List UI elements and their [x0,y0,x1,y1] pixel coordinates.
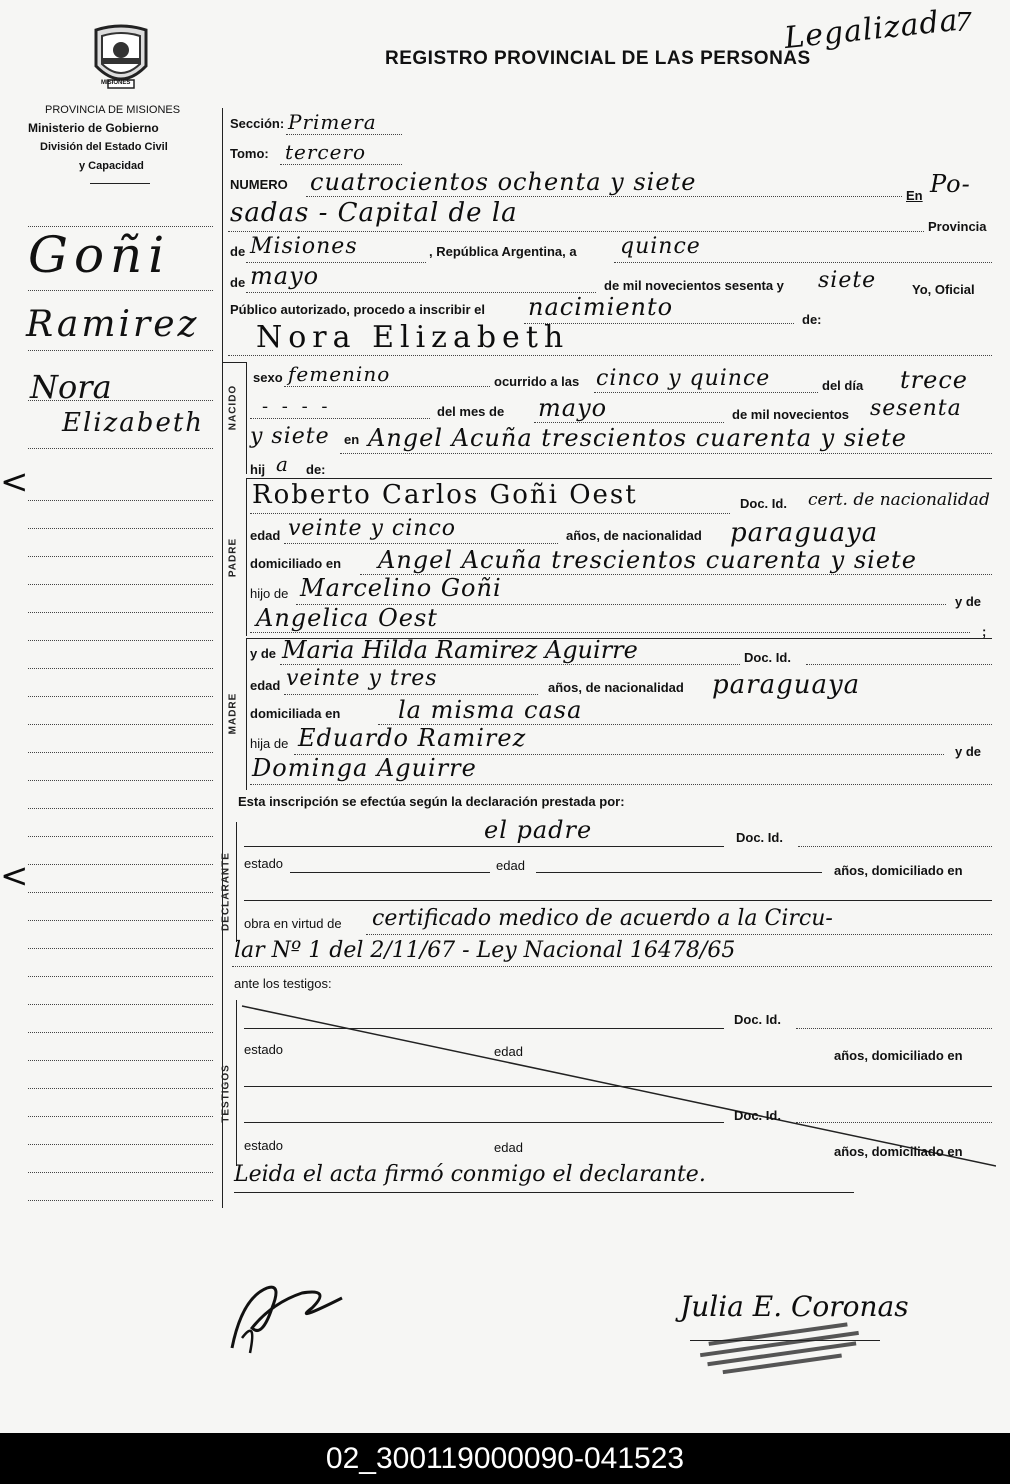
anio-label: de mil novecientos [732,407,850,422]
declarante-section-label: DECLARANTE [220,852,232,931]
declarante-doc-label: Doc. Id. [736,830,783,845]
tomo-line [280,164,402,165]
province-name: PROVINCIA DE MISIONES [45,104,181,116]
nombre-line [228,355,992,356]
madre-madre-value: Dominga Aguirre [252,754,477,782]
margin-line [28,668,213,669]
sexo-line [284,386,490,387]
month-value: mayo [250,262,320,290]
nacido-bracket [246,362,247,474]
seccion-value: Primera [288,110,377,134]
form-frame-left [222,108,223,1208]
testigo2-doc-label: Doc. Id. [734,1108,781,1123]
madre-doc-line [806,664,992,665]
margin-line [28,752,213,753]
margin-mark: < [0,462,30,502]
testigos-intro: ante los testigos: [234,976,332,991]
padre-nombre: Roberto Carlos Goñi Oest [252,480,638,510]
year-value: siete [818,268,877,293]
del-mes-label: del mes de [437,404,505,419]
padre-nac-label: años, de nacionalidad [566,528,702,543]
margin-line [28,976,213,977]
provincia-label: Provincia [928,219,987,234]
year-label: de mil novecientos sesenta y [604,278,784,293]
nacido-section-label: NACIDO [227,384,239,431]
madre-doc-label: Doc. Id. [744,650,791,665]
declarante-anios-label: años, domiciliado en [834,863,963,878]
margin-line [28,448,213,449]
madre-nac-value: paraguaya [712,670,861,700]
margin-line [28,584,213,585]
madre-padre-value: Eduardo Ramirez [298,724,527,752]
padre-nombre-line [250,513,730,514]
obra-line-b [232,966,992,967]
margin-line [28,556,213,557]
padre-y-de-label: y de [955,594,982,609]
ciudad-line [228,231,924,232]
de3-label: de: [802,312,822,327]
madre-domicilio-value: la misma casa [398,696,583,724]
madre-nombre-line [280,664,740,665]
obra-value-b: lar Nº 1 del 2/11/67 - Ley Nacional 16478/65 [234,938,736,963]
testigo2-doc-line [796,1122,992,1123]
page-title: REGISTRO PROVINCIAL DE LAS PERSONAS [385,48,811,69]
seccion-line [286,134,402,135]
madre-domicilio-label: domiciliada en [250,706,341,721]
dashes-line [250,418,430,419]
padre-domicilio-label: domiciliado en [250,556,342,571]
day-line [614,262,992,263]
margin-given-1: Nora [30,368,112,406]
testigo1-edad-label: edad [494,1044,523,1059]
hora-line [594,392,818,393]
oficial-label: Yo, Oficial [912,282,975,297]
margin-line [28,1060,213,1061]
declarante-estado-label: estado [244,856,284,871]
anio-value-b: y siete [250,424,330,449]
testigo2-line [244,1122,724,1123]
padre-hijo-label: hijo de [250,586,289,601]
dashes: - - - - [262,396,332,417]
right-signature: Julia E. Coronas [680,1290,909,1323]
testigo1-doc-line [796,1028,992,1029]
margin-surname-2: Ramirez [26,304,200,345]
margin-surname-1: Goñi [28,226,171,284]
margin-line [28,696,213,697]
padre-doc-value: cert. de nacionalidad [808,490,990,510]
margin-line [28,1144,213,1145]
madre-edad-value: veinte y tres [286,666,438,691]
en-lugar-label: en [344,432,360,447]
margin-line [28,528,213,529]
margin-line [28,1116,213,1117]
seccion-label: Sección: [230,116,285,131]
closing-line [234,1192,854,1193]
declarante-estado-line [290,872,490,873]
margin-line [28,1004,213,1005]
testigo1-doc-label: Doc. Id. [734,1012,781,1027]
margin-line [28,1200,213,1201]
margin-line [28,1032,213,1033]
capacity-name: y Capacidad [79,160,144,172]
acto-value: nacimiento [528,293,674,321]
obra-value-a: certificado medico de acuerdo a la Circu- [372,906,833,931]
provincia-value: Misiones [250,234,358,259]
obra-label: obra en virtud de [244,916,342,931]
padre-doc-label: Doc. Id. [740,496,787,511]
numero-label: NUMERO [230,177,288,192]
testigo2-anios-label: años, domiciliado en [834,1144,963,1159]
margin-line [28,612,213,613]
madre-y-de-label2: y de [955,744,982,759]
padre-madre-line [250,632,970,633]
hora-value: cinco y quince [596,366,771,391]
margin-line [28,920,213,921]
padre-edad-label: edad [250,528,281,543]
official-stamp [680,1318,880,1378]
tomo-label: Tomo: [230,146,269,161]
de-label: de [230,244,246,259]
margin-line [28,724,213,725]
en-value-a: Po- [930,170,971,198]
declarante-domicilio-line [244,900,992,901]
seal-text: MISIONES [101,80,131,86]
obra-line-a [366,934,992,935]
margin-line [28,290,213,291]
margin-line [28,808,213,809]
padre-bracket [246,478,247,636]
left-signature [212,1268,362,1358]
madre-bracket [246,638,247,790]
declarante-edad-label: edad [496,858,525,873]
sexo-value: femenino [288,362,391,386]
mes-line [534,422,724,423]
testigos-section-label: TESTIGOS [220,1064,232,1123]
margin-line [28,1088,213,1089]
declarante-line [244,846,724,847]
declarante-intro: Esta inscripción se efectúa según la declaración prestada por: [238,794,625,809]
padre-madre-value: Angelica Oest [256,604,438,632]
mes-value: mayo [538,394,608,422]
madre-y-de-label: y de [250,646,277,661]
ministry-name: Ministerio de Gobierno [28,121,159,135]
padre-padre-value: Marcelino Goñi [300,574,502,602]
signature-line [690,1340,880,1341]
republica-label: , República Argentina, a [429,244,577,259]
header-divider [90,183,150,184]
madre-madre-line [250,784,992,785]
testigo1-line [244,1028,724,1029]
padre-edad-value: veinte y cinco [288,516,457,541]
madre-edad-label: edad [250,678,281,693]
padre-semicolon: ; [982,624,987,639]
de2-label: de [230,275,246,290]
nacido-bracket-top [222,362,246,363]
numero-line [306,196,902,197]
sexo-label: sexo [253,370,283,385]
testigo2-estado-label: estado [244,1138,284,1153]
hija-de-label: de: [306,462,326,477]
padre-section-label: PADRE [227,537,239,578]
en-label: En [906,188,923,203]
margin-line [28,500,213,501]
testigo1-anios-label: años, domiciliado en [834,1048,963,1063]
del-dia-label: del día [822,378,864,393]
legalizada-stamp: Legalizada [782,2,961,57]
madre-edad-line [284,694,538,695]
margin-line [28,948,213,949]
testigo1-estado-label: estado [244,1042,284,1057]
stamp-mark: 7 [955,8,973,38]
testigo1-domicilio-line [244,1086,992,1087]
lugar-value: Angel Acuña trescientos cuarenta y siete [368,424,907,452]
padre-nac-value: paraguaya [730,518,879,548]
margin-line [28,780,213,781]
division-name: División del Estado Civil [40,141,168,153]
tomo-value: tercero [285,140,367,164]
margin-line [28,350,213,351]
lugar-line [340,453,992,454]
document-code-footer: 02_300119000090-041523 [0,1433,1010,1484]
nombre-value: Nora Elizabeth [256,320,570,355]
closing-statement: Leida el acta firmó conmigo el declarante. [234,1162,706,1187]
madre-hija-label: hija de [250,736,289,751]
madre-nombre: Maria Hilda Ramirez Aguirre [282,636,638,664]
declarante-doc-line [798,846,992,847]
testigo2-edad-label: edad [494,1140,523,1155]
padre-domicilio-value: Angel Acuña trescientos cuarenta y siete [378,546,917,574]
ocurrido-label: ocurrido a las [494,374,580,389]
dia-value: trece [900,366,968,394]
anio-value-a: sesenta [870,396,962,421]
margin-line [28,640,213,641]
madre-section-label: MADRE [227,692,239,735]
publico-label: Público autorizado, procedo a inscribir el [230,302,485,317]
margin-line [28,892,213,893]
padre-edad-line [284,543,558,544]
margin-line [28,864,213,865]
declarante-bracket [236,822,237,942]
margin-line [28,836,213,837]
declarante-value: el padre [484,816,593,844]
madre-nac-label: años, de nacionalidad [548,680,684,695]
day-value: quince [620,234,701,259]
hija-label: hij [250,462,266,477]
numero-value: cuatrocientos ochenta y siete [310,168,697,196]
margin-mark: < [0,856,30,896]
margin-line [28,1172,213,1173]
hija-value: a [276,452,289,476]
declarante-edad-line [536,872,822,873]
nacido-bottom [246,478,992,479]
margin-given-2: Elizabeth [62,408,205,438]
en-value-b: sadas - Capital de la [230,198,518,228]
